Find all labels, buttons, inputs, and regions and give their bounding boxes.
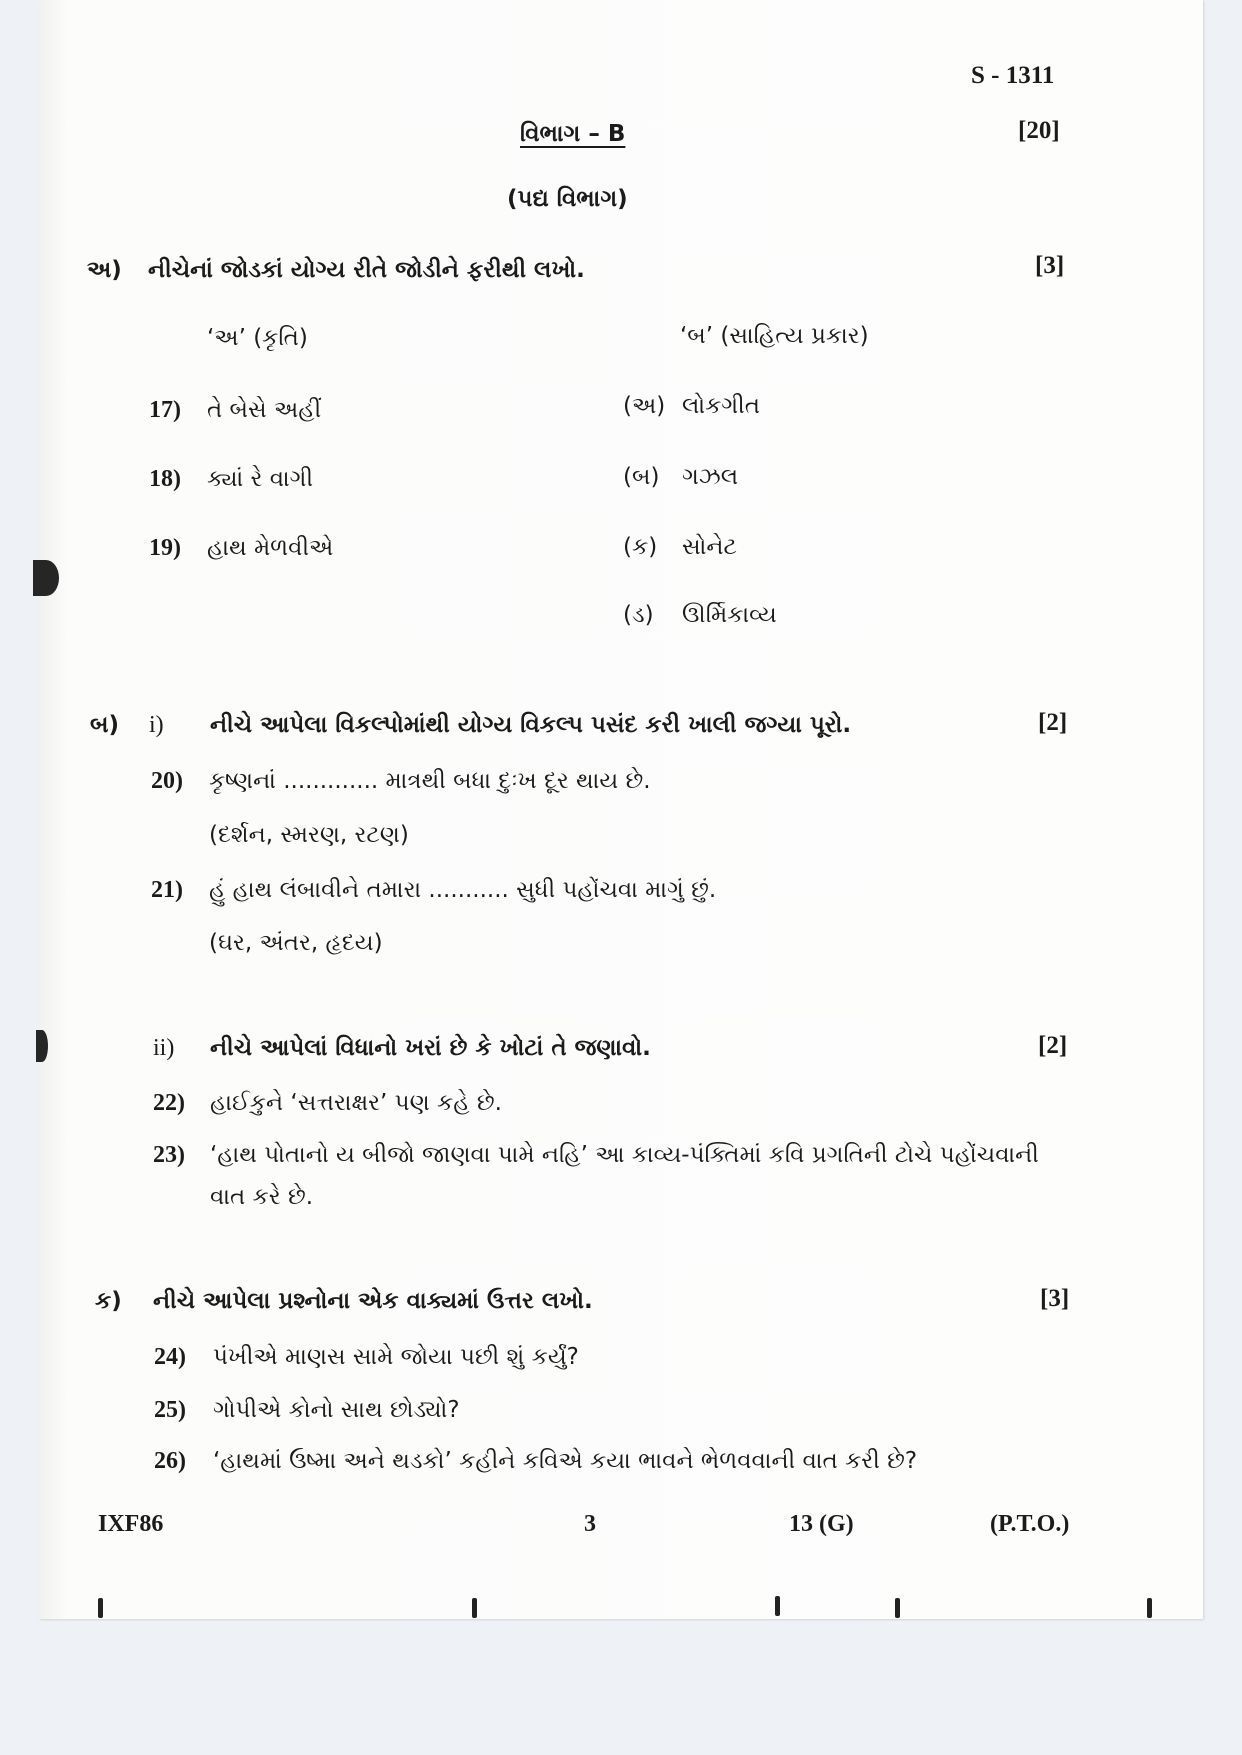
question-number: 21) <box>151 877 183 903</box>
please-turn-over: (P.T.O.) <box>990 1511 1070 1537</box>
short-answer-question: પંખીએ માણસ સામે જોયા પછી શું કર્યું? <box>213 1344 579 1370</box>
true-false-statement: હાઈકુને ‘સત્તરાક્ષર’ પણ કહે છે. <box>210 1090 502 1116</box>
part-c-marks: [3] <box>1040 1285 1070 1312</box>
match-item-b: ઊર્મિકાવ્ય <box>682 602 777 628</box>
fill-blank-options: (દર્શન, સ્મરણ, રટણ) <box>209 822 409 848</box>
part-a-marks: [3] <box>1035 252 1065 279</box>
true-false-statement: ‘હાથ પોતાનો ય બીજો જાણવા પામે નહિ’ આ કાવ્ય-પંક્તિમાં કવિ પ્રગતિની ટોચે પહોંચવાની વાત કરે છે. <box>210 1142 1039 1210</box>
match-item-a: ક્યાં રે વાગી <box>207 466 314 492</box>
sub-part-i-label: i) <box>149 712 164 738</box>
part-a-label: અ) <box>87 257 122 283</box>
match-item-b: ગઝલ <box>682 464 739 490</box>
part-b-i-marks: [2] <box>1038 709 1068 736</box>
edge-mark <box>1147 1598 1152 1618</box>
fill-blank-question: હું હાથ લંબાવીને તમારા ........... સુધી પહોંચવા માગું છું. <box>209 877 717 903</box>
short-answer-question: ગોપીએ કોનો સાથ છોડ્યો? <box>213 1397 460 1423</box>
fill-blank-question: કૃષ્ણનાં ............. માત્રથી બધા દુઃખ દૂર થાય છે. <box>209 768 651 794</box>
subject-code: 13 (G) <box>789 1511 854 1537</box>
part-c-instruction: નીચે આપેલા પ્રશ્નોના એક વાક્યમાં ઉત્તર લખો. <box>153 1288 593 1314</box>
column-b-heading: ‘બ’ (સાહિત્ય પ્રકાર) <box>680 323 869 349</box>
question-number: 22) <box>153 1090 185 1116</box>
paper-code: S - 1311 <box>971 62 1055 89</box>
footer-code: IXF86 <box>98 1511 164 1537</box>
question-number: 25) <box>154 1397 186 1423</box>
section-title: વિભાગ – B <box>520 121 626 147</box>
question-number: 19) <box>149 535 181 561</box>
subsection-title: (પદ્ય વિભાગ) <box>507 186 628 212</box>
match-option-label: (ક) <box>623 534 658 560</box>
match-item-b: સોનેટ <box>682 534 737 560</box>
question-number: 20) <box>151 768 183 794</box>
match-option-label: (અ) <box>623 393 666 419</box>
edge-mark <box>472 1598 477 1618</box>
match-option-label: (ડ) <box>623 602 654 628</box>
part-b-ii-marks: [2] <box>1038 1032 1068 1059</box>
exam-paper-sheet <box>39 0 1203 1619</box>
part-b-i-instruction: નીચે આપેલા વિકલ્પોમાંથી યોગ્ય વિકલ્પ પસંદ કરી ખાલી જગ્યા પૂરો. <box>210 712 852 738</box>
match-item-b: લોકગીત <box>682 393 760 419</box>
question-number: 18) <box>149 466 181 492</box>
question-number: 17) <box>149 397 181 423</box>
part-b-label: બ) <box>90 712 119 738</box>
match-item-a: તે બેસે અહીં <box>207 397 322 423</box>
edge-mark <box>775 1596 780 1616</box>
column-a-heading: ‘અ’ (કૃતિ) <box>207 325 308 351</box>
short-answer-question: ‘હાથમાં ઉષ્મા અને થડકો’ કહીને કવિએ કયા ભાવને ભેળવવાની વાત કરી છે? <box>213 1448 918 1474</box>
part-c-label: ક) <box>95 1288 122 1314</box>
punch-hole-mark <box>33 560 59 596</box>
fill-blank-options: (ઘર, અંતર, હૃદય) <box>209 930 383 956</box>
edge-mark <box>98 1598 103 1618</box>
punch-hole-mark <box>36 1030 48 1062</box>
edge-mark <box>895 1598 900 1618</box>
sub-part-ii-label: ii) <box>153 1035 175 1061</box>
part-a-instruction: નીચેનાં જોડકાં યોગ્ય રીતે જોડીને ફરીથી લખો. <box>148 257 585 283</box>
match-option-label: (બ) <box>623 464 660 490</box>
question-number: 23) <box>153 1142 185 1168</box>
match-item-a: હાથ મેળવીએ <box>207 535 334 561</box>
page-number: 3 <box>584 1511 596 1537</box>
question-number: 26) <box>154 1448 186 1474</box>
section-marks: [20] <box>1018 117 1060 144</box>
part-b-ii-instruction: નીચે આપેલાં વિધાનો ખરાં છે કે ખોટાં તે જણાવો. <box>210 1035 651 1061</box>
question-number: 24) <box>154 1344 186 1370</box>
